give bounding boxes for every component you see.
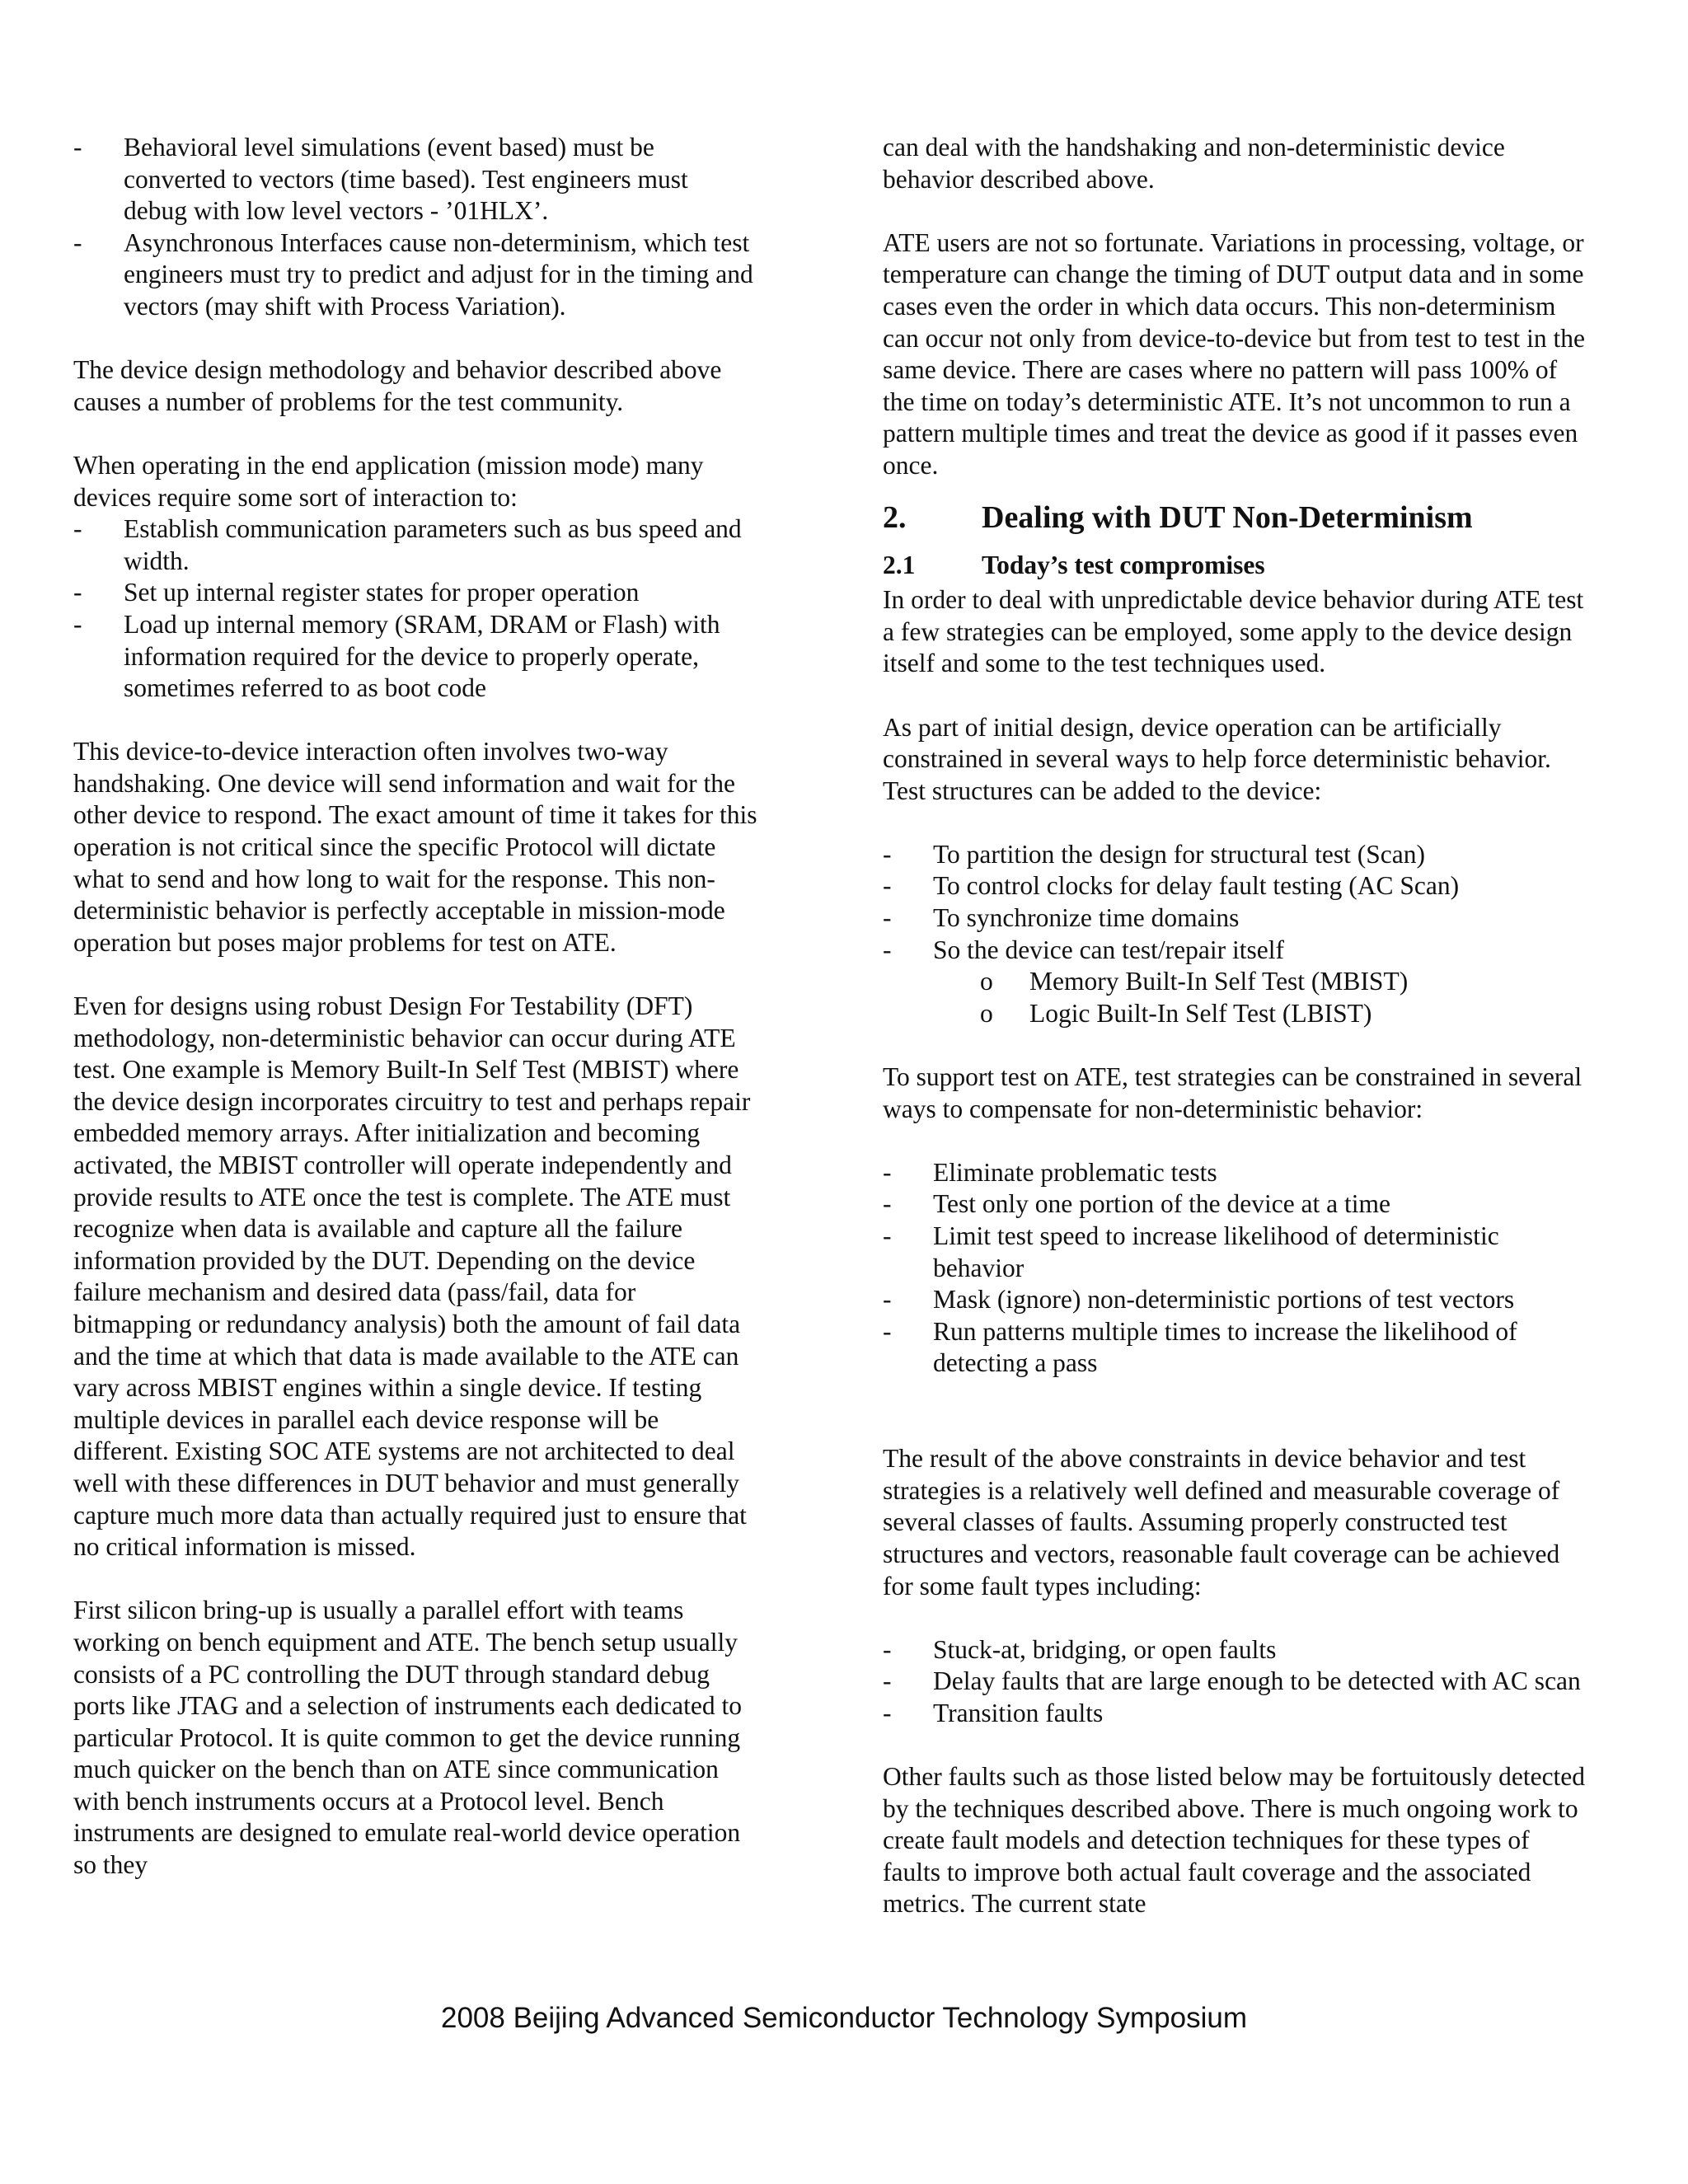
paragraph: First silicon bring-up is usually a parallel effort with teams working on bench equipment and ATE. The bench setup usually consists of a PC controlling the DUT through standard debug ports like JTAG and a selection of instruments each dedicated to particular Protocol. It is quite common to get the device running much quicker on the bench than on ATE since communication with bench instruments occurs at a Protocol level. Bench instruments are designed to emulate real-world device operation so they: [73, 1596, 742, 1880]
list-item: - Eliminate problematic tests: [883, 1157, 1592, 1189]
paragraph: Even for designs using robust Design For Testability (DFT) methodology, non-deterministic behavior can occur during ATE test. One example is Memory Built-In Self Test (MBIST) where the device design incorporates circuitry to test and perhaps repair embedded memory arrays. After initialization and becoming activated, the MBIST controller will operate independently and provide results to ATE once the test is complete. The ATE must recognize when data is available and capture all the failure information provided by the DUT. Depending on the device failure mechanism and desired data (pass/fail, data for bitmapping or redundancy analysis) both the amount of fail data and the time at which that data is made available to the ATE can vary across MBIST engines within a single device. If testing multiple devices in parallel each device response will be different. Existing SOC ATE systems are not architected to deal well with these differences in DUT behavior and must generally capture much more data than actually required just to ensure that no critical information is missed.: [73, 991, 751, 1562]
section-number: 2.: [883, 499, 907, 535]
list-item: - So the device can test/repair itself: [883, 935, 1592, 967]
subsection-heading: [883, 550, 1592, 582]
page-footer: 2008 Beijing Advanced Semiconductor Technology Symposium: [440, 2002, 1247, 2034]
list-item: - Establish communication parameters such as bus speed and width.: [73, 513, 757, 577]
subsection-title: Today’s test compromises: [982, 550, 1265, 579]
paragraph: To support test on ATE, test strategies can be constrained in several ways to compensate for non-deterministic behavior:: [883, 1062, 1582, 1123]
paragraph: As part of initial design, device operation can be artificially constrained in several ways to help force deterministic behavior. Test structures can be added to the device:: [883, 712, 1551, 805]
paragraph: Other faults such as those listed below may be fortuitously detected by the techniques described above. There is much ongoing work to create fault models and detection techniques for these types of faults to improve both actual fault coverage and the associated metrics. The current state: [883, 1762, 1586, 1919]
paragraph: When operating in the end application (mission mode) many devices require some sort of interaction to:: [73, 450, 704, 512]
list-item: - Behavioral level simulations (event based) must be converted to vectors (time based). Test engineers must debug with low level vectors - ’01HLX’.: [73, 132, 757, 227]
list-item: - Test only one portion of the device at a time: [883, 1188, 1592, 1221]
list-item: - Delay faults that are large enough to be detected with AC scan: [883, 1666, 1592, 1698]
circle-bullet-icon: o: [980, 967, 993, 996]
self-test-sublist: [883, 966, 1592, 1029]
list-item: - To partition the design for structural test (Scan): [883, 839, 1592, 871]
paragraph: ATE users are not so fortunate. Variations in processing, voltage, or temperature can change the timing of DUT output data and in some cases even the order in which data occurs. This non-determinism can occur not only from device-to-device but from test to test in the same device. There are cases where no pattern will pass 100% of the time on today’s deterministic ATE. It’s not uncommon to run a pattern multiple times and treat the device as good if it passes even once.: [883, 227, 1585, 480]
list-item: - Load up internal memory (SRAM, DRAM or Flash) with information required for the device to properly operate, sometimes referred to as boot code: [73, 609, 757, 705]
list-item: - Asynchronous Interfaces cause non-determinism, which test engineers must try to predict and adjust for in the timing and vectors (may shift with Process Variation).: [73, 227, 757, 323]
section-title: Dealing with DUT Non-Determinism: [982, 499, 1473, 535]
list-item: - Limit test speed to increase likelihood of deterministic behavior: [883, 1221, 1592, 1284]
mission-mode-interaction-list: [73, 513, 757, 705]
paragraph: can deal with the handshaking and non-deterministic device behavior described above.: [883, 133, 1505, 194]
list-item: - Run patterns multiple times to increase the likelihood of detecting a pass: [883, 1316, 1592, 1380]
test-structures-list: [883, 839, 1592, 966]
list-item: - To synchronize time domains: [883, 902, 1592, 935]
paragraph: The device design methodology and behavior described above causes a number of problems for the test community.: [73, 355, 722, 416]
list-item: - Set up internal register states for proper operation: [73, 577, 757, 609]
right-column: [883, 132, 1592, 1920]
left-column: [73, 132, 757, 1882]
test-strategies-list: [883, 1157, 1592, 1380]
subsection-number: 2.1: [883, 550, 916, 579]
sub-list-item: o Logic Built-In Self Test (LBIST): [980, 998, 1592, 1030]
list-item: - Stuck-at, bridging, or open faults: [883, 1634, 1592, 1666]
fault-types-list: [883, 1634, 1592, 1730]
paragraph: The result of the above constraints in device behavior and test strategies is a relatively well defined and measurable coverage of several classes of faults. Assuming properly constructed test structures and vectors, reasonable fault coverage can be achieved for some fault types including:: [883, 1444, 1560, 1601]
circle-bullet-icon: o: [980, 998, 993, 1028]
list-item: - To control clocks for delay fault testing (AC Scan): [883, 870, 1592, 902]
paragraph: This device-to-device interaction often involves two-way handshaking. One device will send information and wait for the other device to respond. The exact amount of time it takes for this operation is not critical since the specific Protocol will dictate what to send and how long to wait for the response. This non-deterministic behavior is perfectly acceptable in mission-mode operation but poses major problems for test on ATE.: [73, 737, 757, 957]
simulation-issues-list: [73, 132, 757, 323]
sub-list-item: o Memory Built-In Self Test (MBIST): [980, 966, 1592, 998]
section-heading: [883, 497, 1592, 538]
paragraph: In order to deal with unpredictable device behavior during ATE test a few strategies can be employed, some apply to the device design itself and some to the test techniques used.: [883, 585, 1584, 678]
list-item: - Mask (ignore) non-deterministic portions of test vectors: [883, 1284, 1592, 1316]
list-item: - Transition faults: [883, 1698, 1592, 1730]
